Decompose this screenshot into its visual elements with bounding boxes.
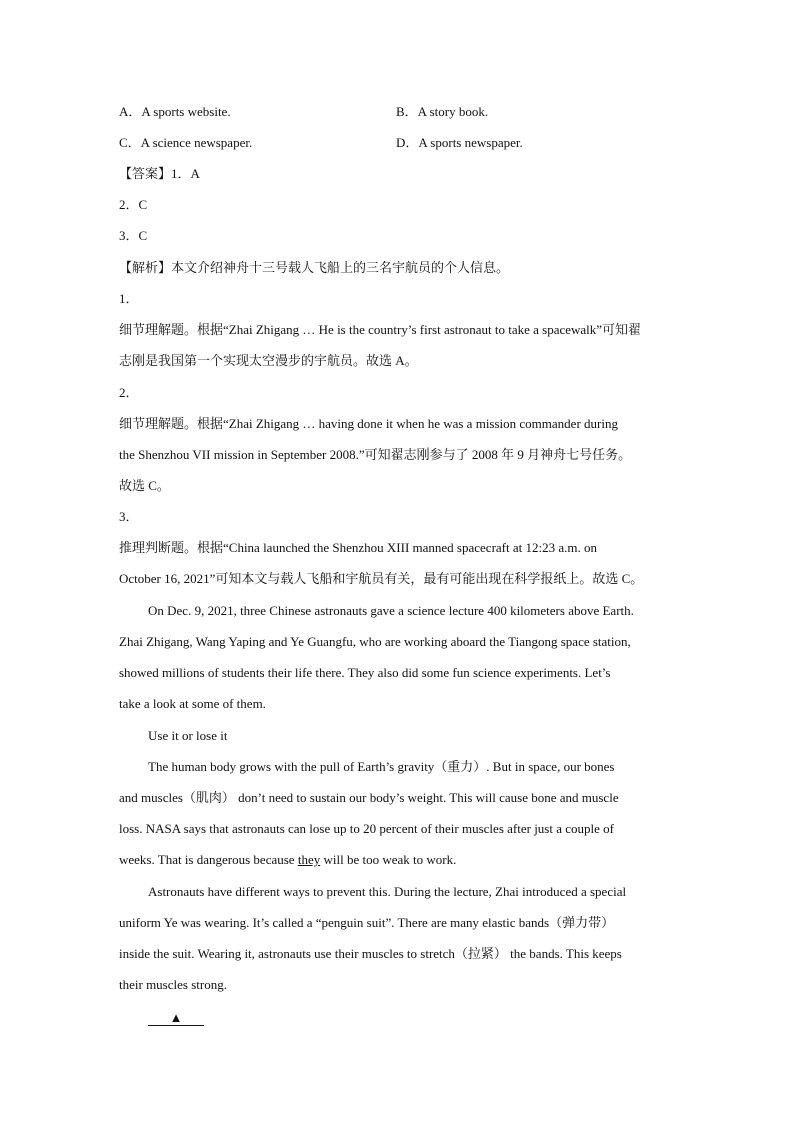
passage-p2-line-3: loss. NASA says that astronauts can lose up to 20 percent of their muscles after just a couple of (119, 821, 614, 836)
analysis-q3-line-2: October 16, 2021”可知本文与载人飞船和宇航员有关，最有可能出现在科学报纸上。故选 C。 (119, 571, 644, 586)
passage-p2-line-4-end: will be too weak to work. (320, 852, 457, 867)
analysis-q3-number: 3． (119, 509, 139, 524)
passage-p1-line-3: showed millions of students their life there. They also did some fun science experiments. Let’s (119, 665, 611, 680)
answer-blank (148, 1011, 204, 1026)
analysis-q2-line-1: 细节理解题。根据“Zhai Zhigang … having done it when he was a mission commander during (119, 416, 618, 431)
option-b: B．A story book. (396, 104, 489, 119)
passage-p3-line-3: inside the suit. Wearing it, astronauts use their muscles to stretch（拉紧） the bands. This keeps (119, 946, 622, 961)
analysis-q1-line-2: 志刚是我国第一个实现太空漫步的宇航员。故选 A。 (119, 353, 418, 368)
passage-p3-line-2: uniform Ye was wearing. It’s called a “penguin suit”. There are many elastic bands（弹力带） (119, 915, 615, 930)
answer-line-3: 3．C (119, 228, 148, 243)
option-d: D．A sports newspaper. (396, 135, 523, 150)
answer-line-2: 2．C (119, 197, 148, 212)
triangle-marker-icon: ▲ (169, 1010, 183, 1025)
passage-p1-line-1: On Dec. 9, 2021, three Chinese astronauts gave a science lecture 400 kilometers above Earth. (148, 603, 634, 618)
passage-p3-line-4: their muscles strong. (119, 977, 227, 992)
passage-p2-line-2: and muscles（肌肉） don’t need to sustain our body’s weight. This will cause bone and muscle (119, 790, 619, 805)
analysis-q1-line-1: 细节理解题。根据“Zhai Zhigang … He is the country’s first astronaut to take a spacewalk”可知翟 (119, 322, 642, 337)
analysis-q1-number: 1． (119, 291, 139, 306)
analysis-q2-line-3: 故选 C。 (119, 478, 170, 493)
answer-line-1: 【答案】1．A (119, 166, 200, 181)
passage-heading: Use it or lose it (148, 728, 228, 743)
passage-p1-line-2: Zhai Zhigang, Wang Yaping and Ye Guangfu, who are working aboard the Tiangong space station, (119, 634, 631, 649)
passage-p3-line-1: Astronauts have different ways to prevent this. During the lecture, Zhai introduced a special (148, 884, 627, 899)
analysis-q2-number: 2． (119, 385, 139, 400)
passage-p2-line-4-start: weeks. That is dangerous because (119, 852, 298, 867)
passage-p2-line-4 (119, 852, 456, 868)
option-a: A．A sports website. (119, 104, 231, 119)
analysis-q2-line-2: the Shenzhou VII mission in September 2008.”可知翟志刚参与了 2008 年 9 月神舟七号任务。 (119, 447, 632, 462)
passage-p1-line-4: take a look at some of them. (119, 696, 266, 711)
analysis-intro: 【解析】本文介绍神舟十三号载人飞船上的三名宇航员的个人信息。 (119, 260, 510, 275)
option-c: C．A science newspaper. (119, 135, 253, 150)
passage-p2-line-1: The human body grows with the pull of Earth’s gravity（重力）. But in space, our bones (148, 759, 615, 774)
underlined-word-they: they (297, 852, 321, 867)
analysis-q3-line-1: 推理判断题。根据“China launched the Shenzhou XIII manned spacecraft at 12:23 a.m. on (119, 540, 597, 555)
